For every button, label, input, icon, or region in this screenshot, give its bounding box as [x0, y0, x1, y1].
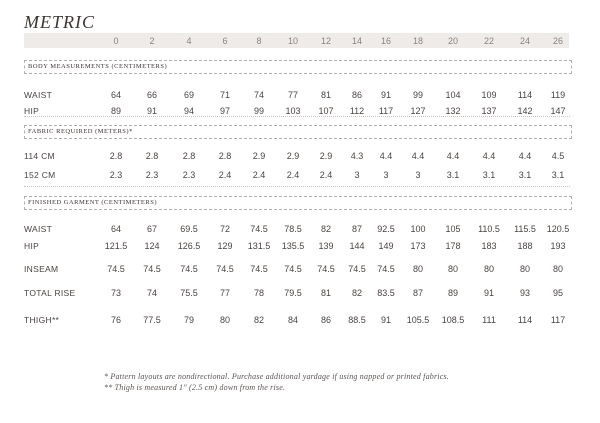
table-cell: 4.4 [446, 151, 460, 161]
table-cell: 4.5 [551, 151, 565, 161]
table-cell: 111 [482, 315, 496, 325]
table-cell: 105 [445, 224, 461, 234]
table-cell: 91 [146, 106, 157, 116]
row-label-waist: WAIST [24, 224, 53, 234]
table-cell: 2.3 [145, 170, 159, 180]
table-cell: 86 [351, 90, 362, 100]
size-header-2: 2 [149, 36, 155, 46]
table-cell: 81 [320, 288, 331, 298]
table-cell: 74 [253, 90, 264, 100]
table-cell: 94 [183, 106, 194, 116]
table-cell: 149 [378, 241, 394, 251]
divider [24, 186, 570, 187]
table-cell: 78.5 [284, 224, 302, 234]
table-cell: 117 [550, 315, 566, 325]
table-cell: 3.1 [482, 170, 496, 180]
table-cell: 2.8 [145, 151, 159, 161]
table-cell: 3.1 [551, 170, 565, 180]
table-cell: 76 [110, 315, 121, 325]
table-cell: 2.9 [286, 151, 300, 161]
table-cell: 4.3 [350, 151, 364, 161]
table-cell: 74.5 [180, 264, 198, 274]
table-cell: 80 [552, 264, 563, 274]
table-cell: 115.5 [514, 224, 536, 234]
table-cell: 64 [110, 224, 121, 234]
size-header-12: 12 [320, 36, 331, 46]
row-label-114-cm: 114 CM [24, 151, 55, 161]
table-cell: 142 [517, 106, 533, 116]
table-cell: 2.4 [286, 170, 300, 180]
table-cell: 79.5 [284, 288, 302, 298]
table-cell: 74.5 [143, 264, 161, 274]
table-cell: 80 [447, 264, 458, 274]
row-label-hip: HIP [24, 106, 40, 116]
footnote-pattern-layouts: * Pattern layouts are nondirectional. Purchase additional yardage if using napped or printed fabrics. [104, 372, 449, 381]
table-cell: 80 [219, 315, 230, 325]
table-cell: 79 [183, 315, 194, 325]
table-cell: 2.8 [182, 151, 196, 161]
table-cell: 77.5 [143, 315, 161, 325]
table-cell: 78 [253, 288, 264, 298]
table-cell: 67 [146, 224, 157, 234]
table-cell: 74.5 [284, 264, 302, 274]
table-cell: 3.1 [518, 170, 532, 180]
table-cell: 2.3 [109, 170, 123, 180]
table-cell: 2.8 [109, 151, 123, 161]
size-header-6: 6 [222, 36, 228, 46]
table-cell: 3 [354, 170, 360, 180]
table-cell: 183 [481, 241, 497, 251]
table-cell: 73 [110, 288, 121, 298]
table-cell: 117 [378, 106, 394, 116]
table-cell: 4.4 [482, 151, 496, 161]
table-cell: 2.9 [252, 151, 266, 161]
table-cell: 178 [445, 241, 461, 251]
table-cell: 4.4 [379, 151, 393, 161]
table-cell: 89 [110, 106, 121, 116]
table-cell: 74.5 [107, 264, 125, 274]
table-cell: 193 [550, 241, 566, 251]
table-cell: 121.5 [104, 241, 128, 251]
table-cell: 86 [320, 315, 331, 325]
size-header-22: 22 [483, 36, 494, 46]
table-cell: 110.5 [478, 224, 500, 234]
table-cell: 74 [146, 288, 157, 298]
size-header-20: 20 [447, 36, 458, 46]
table-cell: 74.5 [216, 264, 234, 274]
table-cell: 80 [519, 264, 530, 274]
page-title: METRIC [24, 12, 95, 32]
table-cell: 82 [320, 224, 331, 234]
size-header-24: 24 [519, 36, 530, 46]
table-cell: 2.9 [319, 151, 333, 161]
table-cell: 71 [219, 90, 230, 100]
table-cell: 69 [183, 90, 194, 100]
table-cell: 3 [415, 170, 421, 180]
table-cell: 120.5 [546, 224, 570, 234]
table-cell: 91 [380, 90, 391, 100]
row-label-waist: WAIST [24, 90, 53, 100]
table-cell: 69.5 [180, 224, 198, 234]
divider [24, 116, 570, 117]
table-cell: 91 [380, 315, 391, 325]
table-cell: 74.5 [250, 264, 268, 274]
table-cell: 74.5 [250, 224, 268, 234]
table-cell: 83.5 [377, 288, 395, 298]
table-cell: 89 [447, 288, 458, 298]
table-cell: 139 [318, 241, 334, 251]
table-cell: 135.5 [281, 241, 305, 251]
section-header-fabric-required: FABRIC REQUIRED (METERS)* [24, 125, 572, 139]
table-cell: 105.5 [406, 315, 430, 325]
table-cell: 107 [318, 106, 334, 116]
size-header-18: 18 [412, 36, 423, 46]
table-cell: 137 [481, 106, 497, 116]
section-header-finished-garment: FINISHED GARMENT (CENTIMETERS) [24, 196, 572, 210]
table-cell: 74.5 [317, 264, 335, 274]
size-header-10: 10 [287, 36, 298, 46]
table-cell: 173 [410, 241, 426, 251]
table-cell: 92.5 [377, 224, 395, 234]
table-cell: 93 [519, 288, 530, 298]
row-label-total-rise: TOTAL RISE [24, 288, 76, 298]
table-cell: 144 [349, 241, 365, 251]
table-cell: 119 [550, 90, 566, 100]
table-cell: 2.4 [218, 170, 232, 180]
table-cell: 99 [412, 90, 423, 100]
table-cell: 4.4 [518, 151, 532, 161]
table-cell: 3.1 [446, 170, 460, 180]
table-cell: 3 [383, 170, 389, 180]
table-cell: 87 [412, 288, 423, 298]
size-header-14: 14 [351, 36, 362, 46]
table-cell: 91 [483, 288, 494, 298]
table-cell: 87 [351, 224, 362, 234]
table-cell: 129 [217, 241, 233, 251]
table-cell: 126.5 [177, 241, 201, 251]
table-cell: 124 [144, 241, 160, 251]
table-cell: 74.5 [377, 264, 395, 274]
size-header-26: 26 [552, 36, 563, 46]
row-label-inseam: INSEAM [24, 264, 59, 274]
table-cell: 114 [517, 315, 533, 325]
table-cell: 97 [219, 106, 230, 116]
table-cell: 75.5 [180, 288, 198, 298]
size-header-0: 0 [113, 36, 119, 46]
table-cell: 66 [146, 90, 157, 100]
table-cell: 103 [285, 106, 301, 116]
table-cell: 77 [287, 90, 298, 100]
table-cell: 64 [110, 90, 121, 100]
table-cell: 2.8 [218, 151, 232, 161]
table-cell: 127 [410, 106, 426, 116]
row-label-152-cm: 152 CM [24, 170, 56, 180]
table-cell: 81 [320, 90, 331, 100]
size-header-4: 4 [186, 36, 192, 46]
table-cell: 80 [412, 264, 423, 274]
table-cell: 132 [445, 106, 461, 116]
table-cell: 95 [552, 288, 563, 298]
table-cell: 82 [351, 288, 362, 298]
table-cell: 80 [483, 264, 494, 274]
size-header-8: 8 [256, 36, 262, 46]
table-cell: 74.5 [348, 264, 366, 274]
table-cell: 108.5 [441, 315, 465, 325]
table-cell: 72 [219, 224, 230, 234]
table-cell: 88.5 [348, 315, 366, 325]
table-cell: 104 [445, 90, 461, 100]
table-cell: 131.5 [247, 241, 271, 251]
section-header-body-measurements: BODY MEASUREMENTS (CENTIMETERS) [24, 60, 572, 74]
table-cell: 77 [219, 288, 230, 298]
table-cell: 109 [481, 90, 497, 100]
table-cell: 2.4 [319, 170, 333, 180]
table-cell: 2.3 [182, 170, 196, 180]
table-cell: 82 [253, 315, 264, 325]
table-cell: 4.4 [411, 151, 425, 161]
table-cell: 2.4 [252, 170, 266, 180]
table-cell: 147 [550, 106, 566, 116]
row-label-thigh: THIGH** [24, 315, 60, 325]
table-cell: 100 [410, 224, 426, 234]
size-header-16: 16 [380, 36, 391, 46]
footnote-thigh: ** Thigh is measured 1" (2.5 cm) down from the rise. [104, 383, 286, 392]
table-cell: 99 [253, 106, 264, 116]
row-label-hip: HIP [24, 241, 40, 251]
table-cell: 114 [517, 90, 533, 100]
table-cell: 112 [349, 106, 365, 116]
table-cell: 188 [517, 241, 533, 251]
table-cell: 84 [287, 315, 298, 325]
